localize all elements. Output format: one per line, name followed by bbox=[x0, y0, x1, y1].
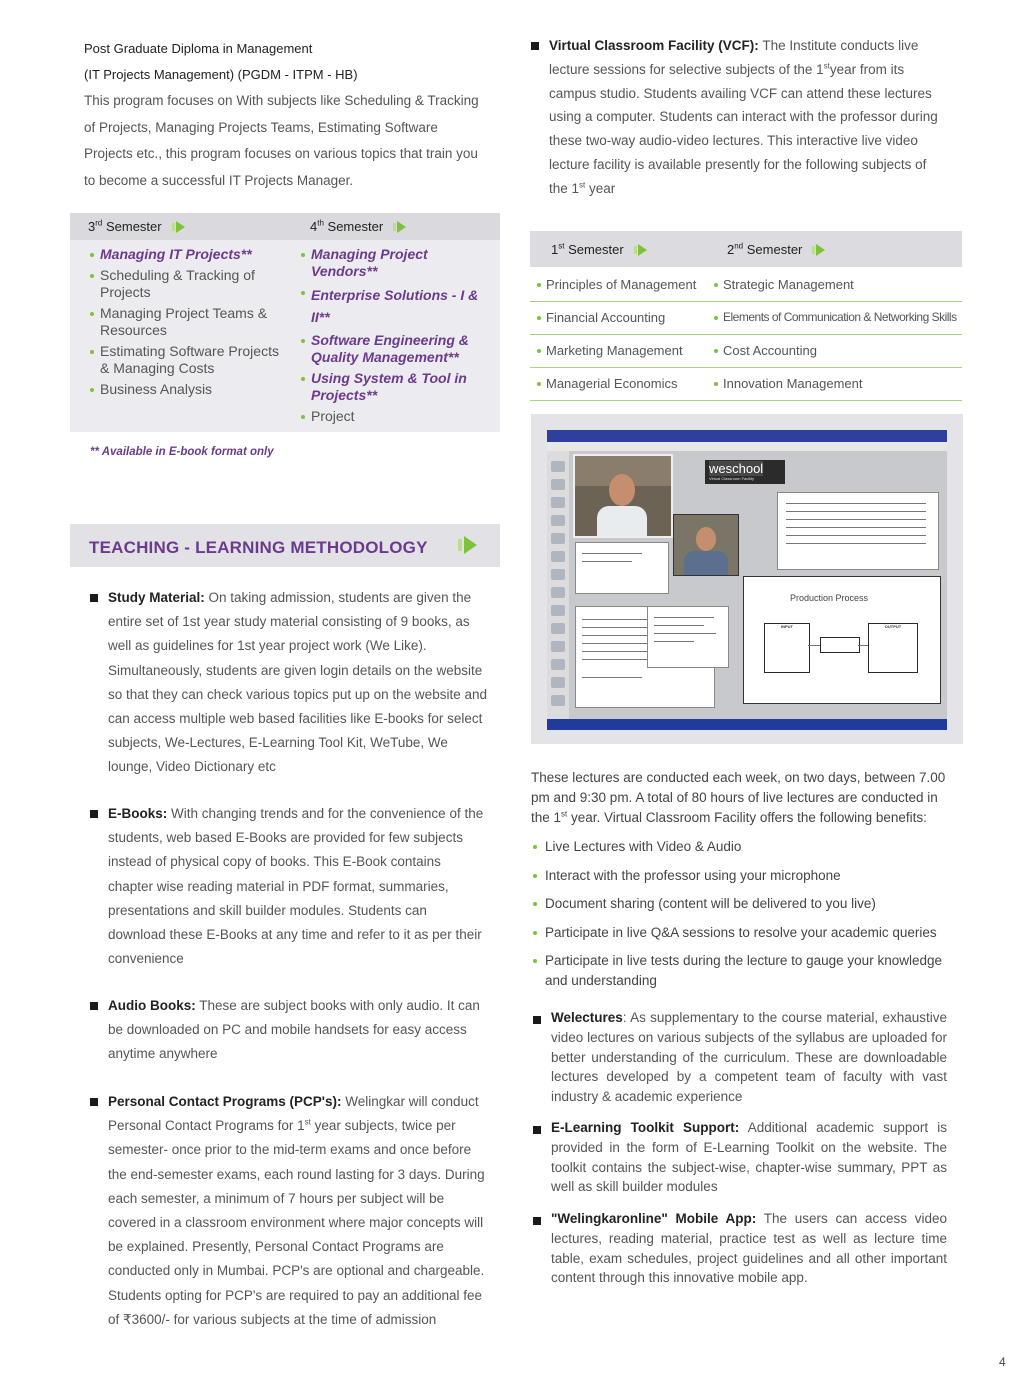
tool-icon bbox=[551, 659, 565, 670]
table-row bbox=[530, 301, 962, 335]
diagram-box-input: INPUT bbox=[764, 623, 810, 673]
table-cell: Cost Accounting bbox=[711, 343, 817, 358]
tool-icon bbox=[551, 641, 565, 652]
list-item: Live Lectures with Video & Audio bbox=[531, 837, 951, 857]
arrow-icon bbox=[638, 244, 647, 256]
tool-icon bbox=[551, 569, 565, 580]
table-cell: Principles of Management bbox=[534, 277, 696, 292]
square-bullet-icon bbox=[531, 42, 539, 50]
tool-icon bbox=[551, 515, 565, 526]
semester-table-header bbox=[70, 213, 500, 240]
list-item: Document sharing (content will be delivered to you live) bbox=[531, 894, 951, 914]
vcf-item: Virtual Classroom Facility (VCF): The Institute conducts live lecture sessions for selective subjects of the 1styear from its campus studio. Students availing VCF can attend these lectures using a computer. Students can interact with the professor during these two-way audio-video lectures. This interactive live video lecture facility is available presently for the following subjects of the 1st year bbox=[549, 34, 939, 201]
attendee-pane bbox=[575, 542, 669, 594]
semester-2-label: 2nd Semester bbox=[727, 242, 825, 257]
arrow-icon bbox=[397, 221, 406, 233]
tool-icon bbox=[551, 587, 565, 598]
welectures-item: Welectures: As supplementary to the course material, exhaustive video lectures on various subjects of the syllabus are uploaded for better understanding of the curriculum. These are downloadable lectures developed by a competent team of faculty with vast industry & academic experience bbox=[551, 1008, 947, 1107]
semester-3-list bbox=[88, 246, 288, 402]
list-item: Software Engineering & Quality Management** bbox=[299, 332, 494, 366]
mobile-app-item: "Welingkaronline" Mobile App: The users can access video lectures, reading material, practice test as well as lecture time table, exam schedules, project guidelines and all other important content through this innovative mobile app. bbox=[551, 1209, 947, 1288]
semester-1-label: 1st Semester bbox=[551, 242, 647, 257]
tool-icon bbox=[551, 695, 565, 706]
section-heading-teaching bbox=[70, 524, 500, 567]
diagram-title: Production Process bbox=[790, 593, 869, 603]
program-description: This program focuses on With subjects like Scheduling & Tracking of Projects, Managing Projects Teams, Estimating Software Projects etc., this program focuses on various topics that train you to become a successful IT Projects Manager. bbox=[84, 93, 479, 188]
semester-4-list bbox=[299, 246, 494, 429]
tool-icon bbox=[551, 623, 565, 634]
section-heading-text: TEACHING - LEARNING METHODOLOGY bbox=[89, 538, 428, 557]
square-bullet-icon bbox=[533, 1217, 541, 1225]
pcp-item: Personal Contact Programs (PCP's): Welingkar will conduct Personal Contact Programs for 1st year subjects, twice per semester- once prior to the mid-term exams and once before the end-semester exams, each round lasting for 3 days. During each semester, a minimum of 7 hours per subject will be covered in a classroom environment where major concepts will be explained. Presently, Personal Contact Programs are conducted only in Mumbai. PCP's are optional and chargeable. Students opting for PCP's are required to pay an additional fee of ₹3600/- for various subjects at the time of admission bbox=[108, 1090, 490, 1332]
lectures-paragraph: These lectures are conducted each week, on two days, between 7.00 pm and 9:30 pm. A total of 80 hours of live lectures are conducted in the 1st year. Virtual Classroom Facility offers the following benefits: bbox=[531, 770, 946, 825]
benefits-list bbox=[531, 837, 951, 1000]
ebook-note: ** Available in E-book format only bbox=[90, 446, 274, 458]
student-video bbox=[673, 514, 739, 576]
weschool-logo: weschool Virtual Classroom Facility bbox=[705, 460, 785, 484]
semester-4-label: 4th Semester bbox=[310, 219, 406, 234]
table-cell: Innovation Management bbox=[711, 376, 862, 391]
notes-pane bbox=[647, 606, 729, 668]
student-face bbox=[696, 527, 716, 551]
tool-icon bbox=[551, 461, 565, 472]
list-item: Enterprise Solutions - I & II** bbox=[299, 284, 494, 328]
square-bullet-icon bbox=[533, 1016, 541, 1024]
list-item: Interact with the professor using your microphone bbox=[531, 866, 951, 886]
list-item: Business Analysis bbox=[88, 381, 288, 398]
table-row bbox=[530, 334, 962, 368]
square-bullet-icon bbox=[90, 810, 98, 818]
program-intro bbox=[84, 36, 494, 194]
table-cell: Managerial Economics bbox=[534, 376, 678, 391]
data-grid-pane bbox=[777, 492, 939, 570]
table-cell: Marketing Management bbox=[534, 343, 683, 358]
screenshot-titlebar bbox=[547, 430, 947, 442]
diagram-box-output: OUTPUT bbox=[868, 623, 918, 673]
tool-icon bbox=[551, 677, 565, 688]
table-cell: Financial Accounting bbox=[534, 310, 665, 325]
virtual-classroom-screenshot bbox=[531, 414, 963, 744]
square-bullet-icon bbox=[90, 1098, 98, 1106]
arrow-icon bbox=[816, 244, 825, 256]
presenter-video bbox=[573, 454, 673, 538]
presenter-face bbox=[609, 474, 635, 506]
list-item: Scheduling & Tracking of Projects bbox=[88, 267, 288, 301]
diagram-box-process bbox=[820, 637, 860, 653]
semester-table-1-2-header bbox=[530, 231, 962, 267]
screenshot-taskbar bbox=[547, 719, 947, 730]
screenshot-toolbar bbox=[547, 451, 569, 719]
square-bullet-icon bbox=[533, 1126, 541, 1134]
tool-icon bbox=[551, 479, 565, 490]
toolkit-item: E-Learning Toolkit Support: Additional academic support is provided in the form of E-Learning Toolkit on the website. The toolkit contains the subject-wise, chapter-wise summary, PPT as well as skill builder modules bbox=[551, 1118, 947, 1197]
list-item: Managing IT Projects** bbox=[88, 246, 288, 263]
tool-icon bbox=[551, 605, 565, 616]
semester-3-label: 3rd Semester bbox=[88, 219, 185, 234]
screenshot-screen bbox=[547, 430, 947, 730]
ebooks-item: E-Books: With changing trends and for the convenience of the students, web based E-Books are provided for few subjects instead of physical copy of books. This E-Book contains chapter wise reading material in PDF format, summaries, presentations and skill builder modules. Students can download these E-Books at any time and refer to it as per their convenience bbox=[108, 802, 488, 971]
list-item: Managing Project Teams & Resources bbox=[88, 305, 288, 339]
screenshot-menubar bbox=[547, 442, 947, 451]
list-item: Managing Project Vendors** bbox=[299, 246, 494, 280]
table-row bbox=[530, 367, 962, 401]
program-title-line1: Post Graduate Diploma in Management bbox=[84, 41, 313, 56]
list-item: Participate in live Q&A sessions to resolve your academic queries bbox=[531, 923, 951, 943]
square-bullet-icon bbox=[90, 1002, 98, 1010]
table-cell: Elements of Communication & Networking Skills bbox=[711, 310, 957, 324]
tool-icon bbox=[551, 497, 565, 508]
list-item: Estimating Software Projects & Managing Costs bbox=[88, 343, 288, 377]
list-item: Project bbox=[299, 408, 494, 425]
table-row bbox=[530, 268, 962, 302]
program-title-line2: (IT Projects Management) (PGDM - ITPM - HB) bbox=[84, 67, 358, 82]
tool-icon bbox=[551, 533, 565, 544]
tool-icon bbox=[551, 551, 565, 562]
arrow-icon bbox=[176, 221, 185, 233]
semester-table-3-4 bbox=[70, 213, 500, 432]
list-item: Using System & Tool in Projects** bbox=[299, 370, 494, 404]
whiteboard-pane bbox=[743, 576, 941, 704]
arrow-icon bbox=[464, 536, 477, 554]
study-material-item: Study Material: On taking admission, students are given the entire set of 1st year study material consisting of 9 books, as well as guidelines for 1st year project work (We Like). Simultaneously, students are given login details on the website so that they can check various topics put up on the website and can access multiple web based facilities like E-books for select subjects, We-Lectures, E-Learning Tool Kit, WeTube, We lounge, Video Dictionary etc bbox=[108, 586, 488, 780]
square-bullet-icon bbox=[90, 594, 98, 602]
audio-books-item: Audio Books: These are subject books with only audio. It can be downloaded on PC and mobile handsets for easy access anytime anywhere bbox=[108, 994, 488, 1067]
table-cell: Strategic Management bbox=[711, 277, 854, 292]
page-number: 4 bbox=[999, 1355, 1006, 1369]
list-item: Participate in live tests during the lecture to gauge your knowledge and understanding bbox=[531, 951, 951, 991]
